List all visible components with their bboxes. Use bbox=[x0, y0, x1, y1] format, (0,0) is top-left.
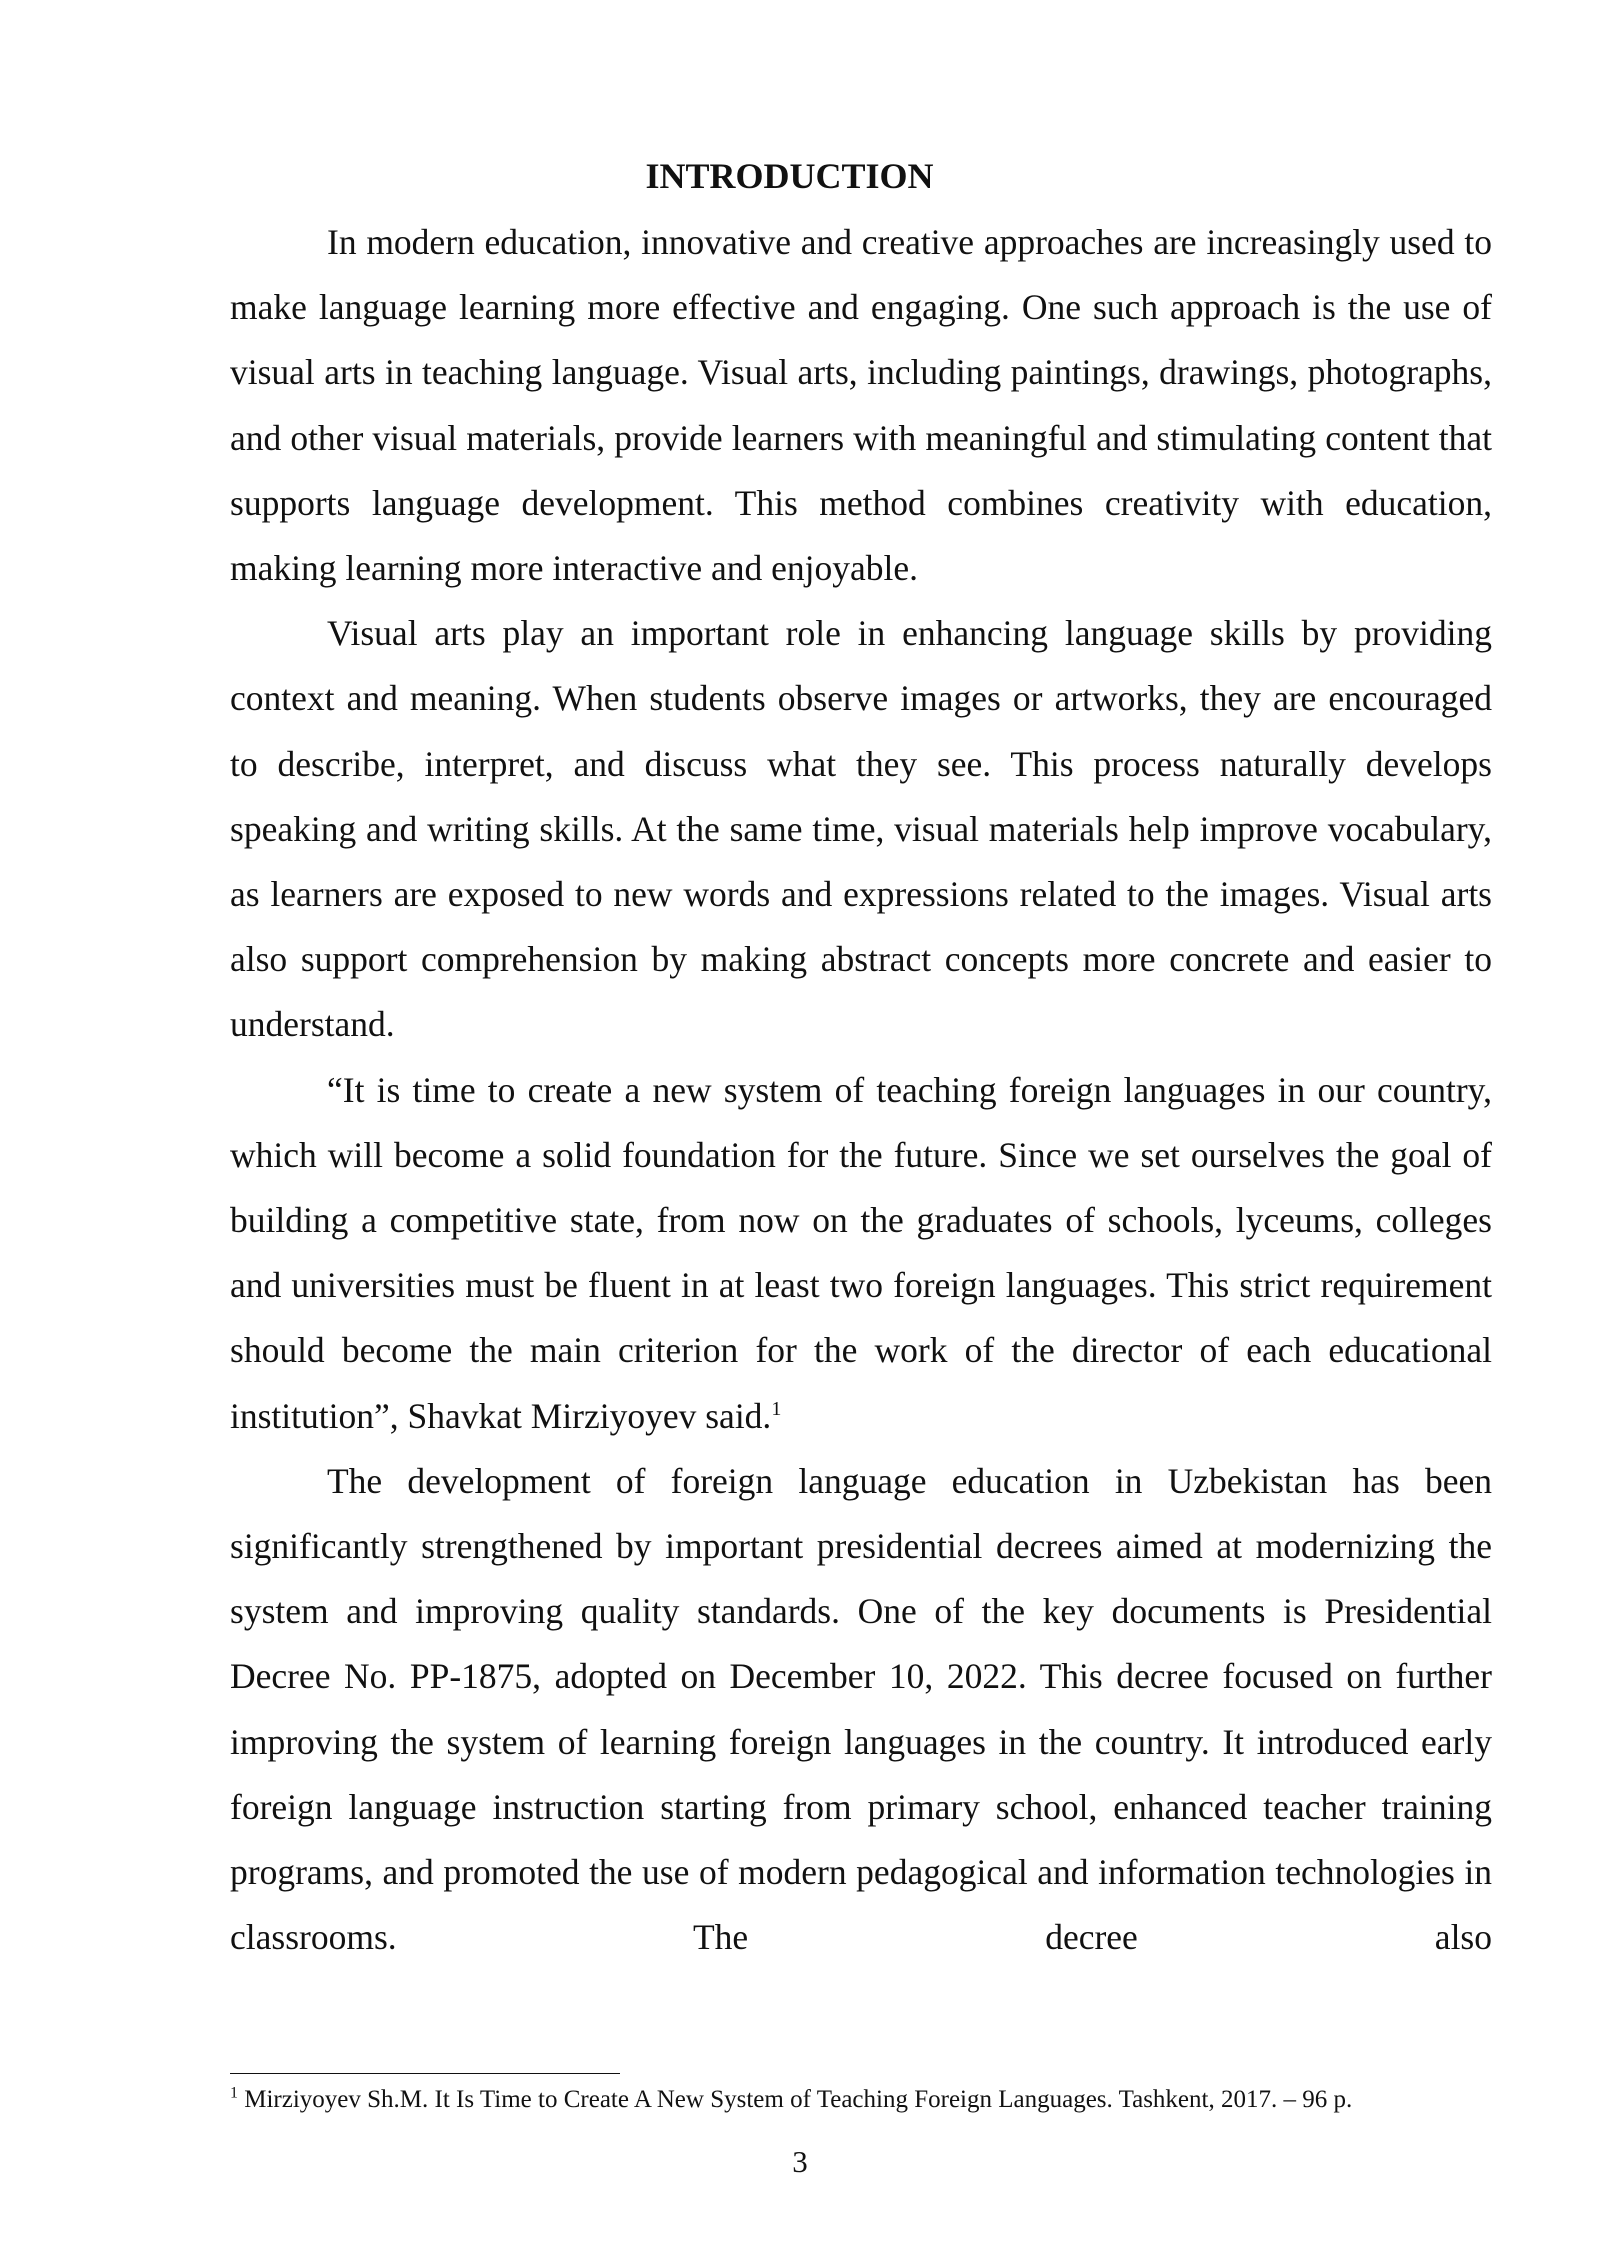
paragraph-1-text: In modern education, innovative and creative approaches are increasingly used to make language learning more effective and engaging. One such approach is the use of visual arts in teaching language. Visual arts, including paintings, drawings, photographs, and other visual materials, provide learners with meaningful and stimulating content that supports language development. This method combines creativity with education, making learning more interactive and enjoyable. bbox=[230, 222, 1492, 589]
footnote-reference: 1 bbox=[771, 1397, 782, 1420]
paragraph-1 bbox=[230, 210, 1492, 601]
body-text bbox=[230, 210, 1492, 1970]
footnote-separator bbox=[230, 2073, 620, 2074]
page-number: 3 bbox=[792, 2144, 808, 2179]
section-heading: INTRODUCTION bbox=[645, 156, 934, 196]
paragraph-3-quote bbox=[230, 1058, 1492, 1449]
footnote-marker: 1 bbox=[230, 2084, 238, 2102]
paragraph-2-text: Visual arts play an important role in enhancing language skills by providing context and meaning. When students observe images or artworks, they are encouraged to describe, interpret, and discuss what they see. This process naturally develops speaking and writing skills. At the same time, visual materials help improve vocabulary, as learners are exposed to new words and expressions related to the images. Visual arts also support comprehension by making abstract concepts more concrete and easier to understand. bbox=[230, 613, 1492, 1045]
paragraph-3-text: “It is time to create a new system of teaching foreign languages in our country, which will become a solid foundation for the future. Since we set ourselves the goal of building a competitive state, from now on the graduates of schools, lyceums, colleges and universities must be fluent in at least two foreign languages. This strict requirement should become the main criterion for the work of the director of each educational institution”, Shavkat Mirziyoyev said. bbox=[230, 1069, 1492, 1436]
paragraph-2 bbox=[230, 601, 1492, 1057]
footnote-text: Mirziyoyev Sh.M. It Is Time to Create A New System of Teaching Foreign Languages. Tashkent, 2017. – 96 p. bbox=[238, 2086, 1353, 2113]
paragraph-4-text: The development of foreign language education in Uzbekistan has been significantly strengthened by important presidential decrees aimed at modernizing the system and improving quality standards. One of the key documents is Presidential Decree No. PP-1875, adopted on December 10, 2022. This decree focused on further improving the system of learning foreign languages in the country. It introduced early foreign language instruction starting from primary school, enhanced teacher training programs, and promoted the use of modern pedagogical and information technologies in classrooms. The decree also bbox=[230, 1460, 1492, 1958]
footnote bbox=[230, 2082, 1492, 2118]
paragraph-4 bbox=[230, 1449, 1492, 1971]
